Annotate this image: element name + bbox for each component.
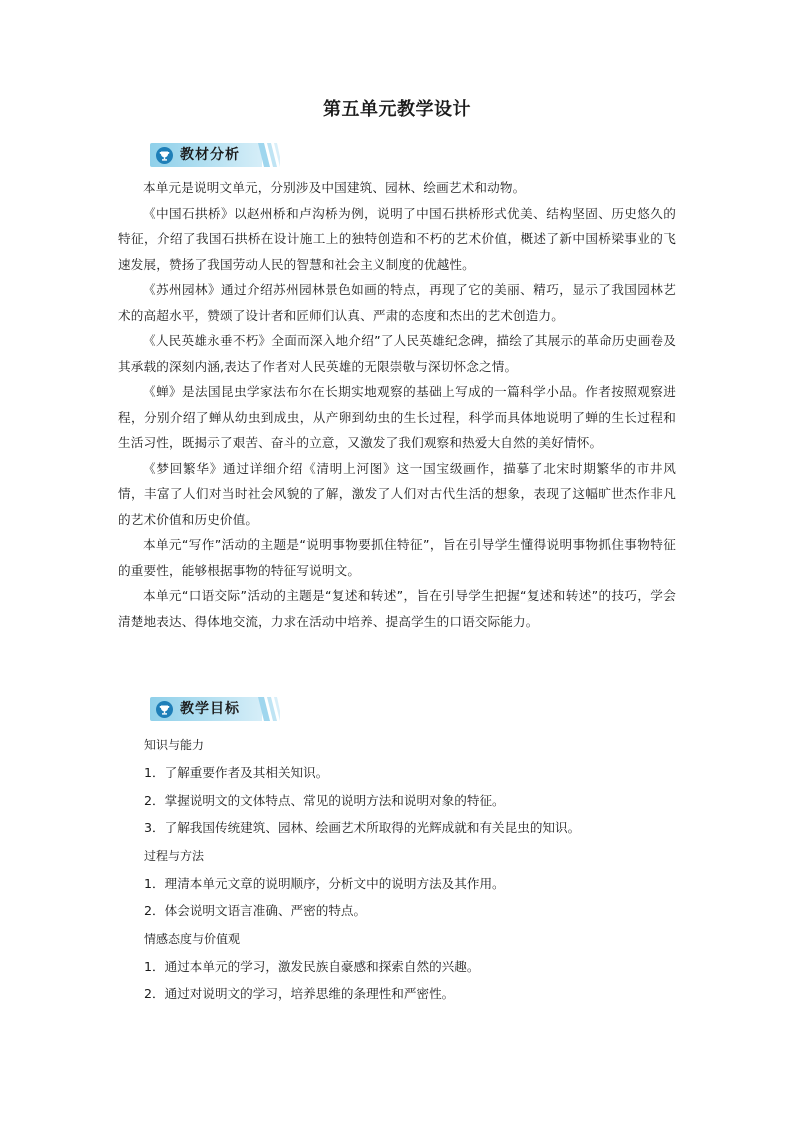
section-title-objectives: 教学目标 <box>180 701 240 717</box>
page-title: 第五单元教学设计 <box>323 99 471 120</box>
analysis-paragraph: 本单元是说明文单元，分别涉及中国建筑、园林、绘画艺术和动物。 <box>143 180 526 195</box>
section-banner-objectives <box>150 697 275 721</box>
objectives-content <box>118 731 676 1008</box>
objective-item: 2．掌握说明文的文体特点、常见的说明方法和说明对象的特征。 <box>144 792 505 808</box>
analysis-paragraph: 本单元“写作”活动的主题是“说明事物要抓住特征”，旨在引导学生懂得说明事物抓住事物特征的重要性，能够根据事物的特征写说明文。 <box>118 537 676 578</box>
analysis-paragraph: 《梦回繁华》通过详细介绍《清明上河图》这一国宝级画作，描摹了北宋时期繁华的市井风情，丰富了人们对当时社会风貌的了解，激发了人们对古代生活的想象，表现了这幅旷世杰作非凡的艺术价值和历史价值。 <box>118 460 676 527</box>
analysis-content <box>118 175 676 634</box>
analysis-paragraph: 《蝉》是法国昆虫学家法布尔在长期实地观察的基础上写成的一篇科学小品。作者按照观察进程，分别介绍了蝉从幼虫到成虫，从产卵到幼虫的生长过程，科学而具体地说明了蝉的生长过程和生活习性，既揭示了艰苦、奋斗的立意，又激发了我们观察和热爱大自然的美好情怀。 <box>118 384 676 450</box>
objective-item: 2．体会说明文语言准确、严密的特点。 <box>144 903 367 918</box>
objective-item: 1．了解重要作者及其相关知识。 <box>144 765 329 780</box>
trophy-icon <box>156 147 173 164</box>
objective-item: 1．理清本单元文章的说明顺序，分析文中的说明方法及其作用。 <box>144 875 505 891</box>
analysis-paragraph: 本单元“口语交际”活动的主题是“复述和转述”，旨在引导学生把握“复述和转述”的技巧，学会清楚地表达、得体地交流，力求在活动中培养、提高学生的口语交际能力。 <box>118 588 676 629</box>
analysis-paragraph: 《中国石拱桥》以赵州桥和卢沟桥为例，说明了中国石拱桥形式优美、结构坚固、历史悠久的特征，介绍了我国石拱桥在设计施工上的独特创造和不朽的艺术价值，概述了新中国桥梁事业的飞速发展，赞扬了我国劳动人民的智慧和社会主义制度的优越性。 <box>118 205 676 272</box>
objective-item: 2．通过对说明文的学习，培养思维的条理性和严密性。 <box>144 986 455 1001</box>
objective-item: 3．了解我国传统建筑、园林、绘画艺术所取得的光辉成就和有关昆虫的知识。 <box>144 820 581 835</box>
analysis-paragraph: 《苏州园林》通过介绍苏州园林景色如画的特点，再现了它的美丽、精巧，显示了我国园林艺术的高超水平，赞颂了设计者和匠师们认真、严肃的态度和杰出的艺术创造力。 <box>118 282 676 323</box>
objective-item: 1．通过本单元的学习，激发民族自豪感和探索自然的兴趣。 <box>144 958 480 974</box>
section-banner-analysis <box>150 143 275 167</box>
analysis-paragraph: 《人民英雄永垂不朽》全面而深入地介绍”了人民英雄纪念碑，描绘了其展示的革命历史画卷及其承载的深刻内涵,表达了作者对人民英雄的无限崇敬与深切怀念之情。 <box>118 333 676 374</box>
banner-stripes <box>258 697 280 721</box>
section-title-analysis: 教材分析 <box>180 147 240 163</box>
objective-group-heading: 知识与能力 <box>144 738 205 752</box>
banner-stripes <box>258 143 280 167</box>
objective-group-heading: 过程与方法 <box>144 848 205 863</box>
objective-group-heading: 情感态度与价值观 <box>144 931 241 946</box>
trophy-icon <box>156 701 173 718</box>
